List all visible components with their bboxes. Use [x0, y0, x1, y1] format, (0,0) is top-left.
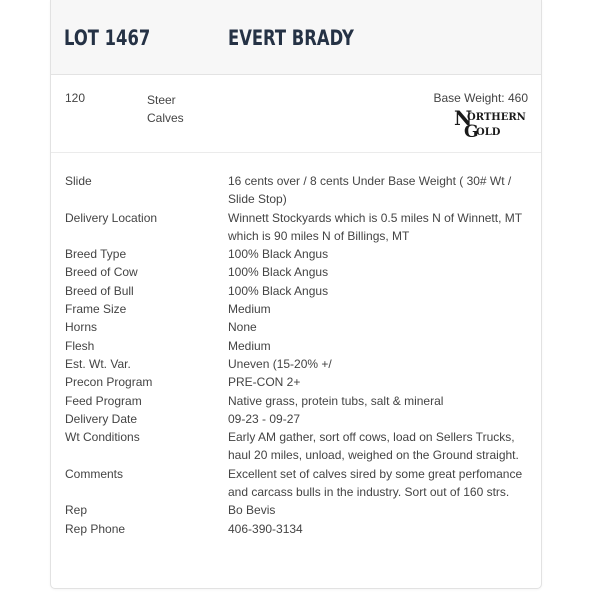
detail-row — [51, 282, 541, 300]
detail-label: Horns — [65, 320, 98, 335]
detail-label: Flesh — [65, 338, 95, 353]
detail-value: Bo Bevis — [228, 503, 276, 518]
detail-value: Native grass, protein tubs, salt & mineral — [228, 393, 444, 408]
detail-row — [51, 355, 541, 373]
detail-label: Precon Program — [65, 375, 153, 390]
detail-label: Rep — [65, 503, 88, 518]
base-weight: Base Weight: 460 — [433, 91, 528, 105]
lot-details — [51, 172, 541, 538]
detail-row — [51, 520, 541, 538]
detail-value: None — [228, 320, 257, 335]
svg-text:G: G — [464, 122, 479, 138]
detail-value: Medium — [228, 338, 271, 353]
detail-row — [51, 300, 541, 318]
detail-value: 16 cents over / 8 cents Under Base Weight ( 30# Wt / Slide Stop) — [228, 174, 512, 207]
detail-row — [51, 392, 541, 410]
detail-value: Uneven (15-20% +/ — [228, 356, 332, 371]
detail-label: Delivery Location — [65, 210, 158, 225]
detail-label: Breed of Bull — [65, 283, 134, 298]
detail-label: Comments — [65, 466, 124, 481]
detail-row — [51, 410, 541, 428]
detail-value: 09-23 - 09-27 — [228, 411, 301, 426]
detail-label: Delivery Date — [65, 411, 138, 426]
detail-label: Wt Conditions — [65, 430, 140, 445]
detail-value: 406-390-3134 — [228, 521, 303, 536]
detail-label: Frame Size — [65, 302, 127, 317]
detail-label: Est. Wt. Var. — [65, 356, 131, 371]
detail-label: Rep Phone — [65, 521, 126, 536]
lot-summary — [51, 74, 541, 153]
detail-row — [51, 501, 541, 519]
animal-type: Steer Calves — [147, 93, 184, 125]
detail-value: Early AM gather, sort off cows, load on Sellers Trucks, haul 20 miles, unload, weighed on the Ground straight. — [228, 430, 519, 463]
badge-line1: ORTHERN — [467, 112, 526, 123]
lot-card — [50, 0, 542, 589]
detail-value: 100% Black Angus — [228, 283, 329, 298]
lot-number: LOT 1467 — [64, 26, 151, 50]
detail-row — [51, 245, 541, 263]
head-count: 120 — [65, 91, 86, 105]
detail-value: Excellent set of calves sired by some great perfomance and carcass bulls in the industry. Sort out of 160 strs. — [228, 466, 523, 500]
detail-row — [51, 318, 541, 336]
badge-line2: OLD — [476, 127, 501, 138]
detail-label: Breed Type — [65, 247, 127, 262]
detail-value: Medium — [228, 302, 271, 317]
consignor-name: EVERT BRADY — [228, 26, 354, 50]
detail-row — [51, 263, 541, 281]
lot-header — [51, 0, 541, 75]
detail-row — [51, 373, 541, 391]
detail-value: Winnett Stockyards which is 0.5 miles N of Winnett, MT which is 90 miles N of Billings, MT — [228, 210, 522, 243]
detail-label: Breed of Cow — [65, 265, 138, 280]
detail-row — [51, 337, 541, 355]
detail-value: 100% Black Angus — [228, 265, 329, 280]
detail-value: 100% Black Angus — [228, 247, 329, 262]
detail-row — [51, 428, 541, 465]
svg-text:N: N — [454, 108, 473, 130]
detail-row — [51, 465, 541, 502]
detail-row — [51, 172, 541, 209]
detail-label: Slide — [65, 174, 92, 188]
detail-value: PRE-CON 2+ — [228, 375, 301, 390]
detail-row — [51, 209, 541, 246]
northern-gold-logo — [454, 108, 530, 138]
detail-label: Feed Program — [65, 393, 142, 408]
